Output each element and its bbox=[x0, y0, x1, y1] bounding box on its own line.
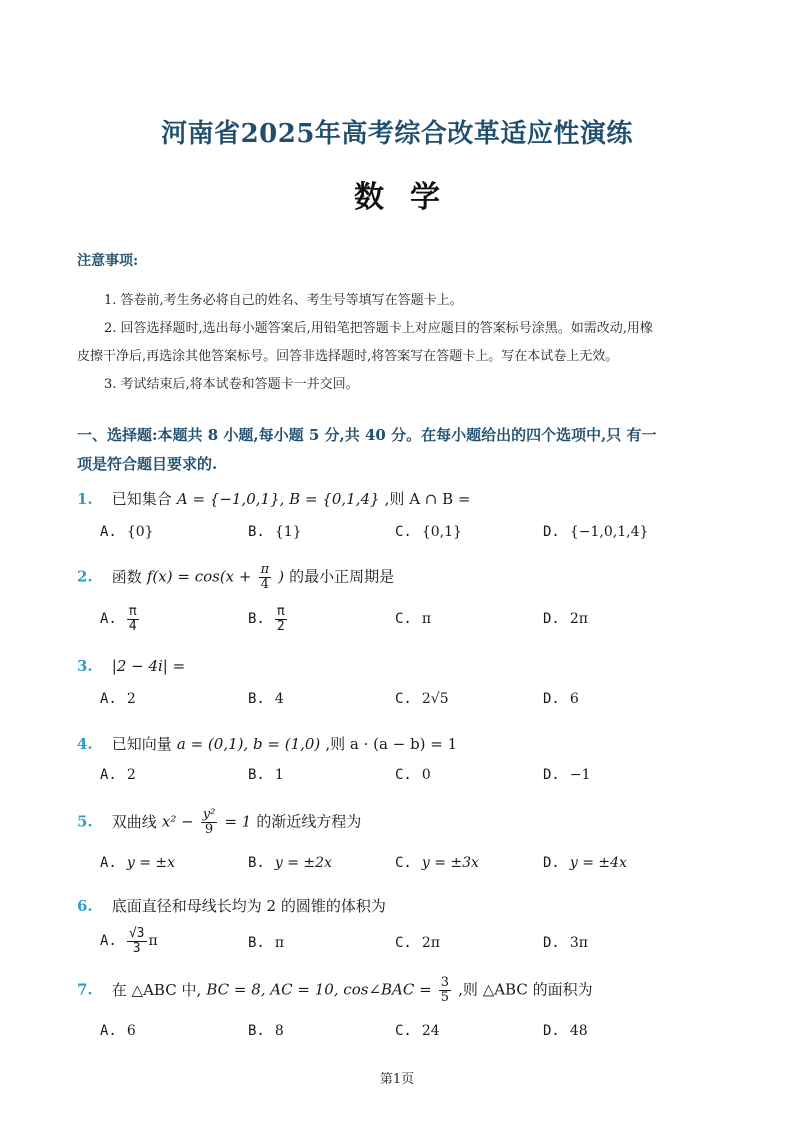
option-label: B. bbox=[248, 935, 265, 951]
question-number: 1. bbox=[77, 490, 93, 508]
question-number: 7. bbox=[77, 980, 93, 999]
question-math: A = {−1,0,1}, B = {0,1,4} bbox=[176, 490, 380, 508]
option-value: 2 bbox=[126, 691, 136, 707]
question-math: x² − bbox=[161, 812, 194, 831]
option-label: D. bbox=[543, 524, 560, 540]
question-text: 函数 bbox=[111, 567, 142, 586]
subject-title: 数学 bbox=[354, 180, 466, 215]
fraction-denominator: 3 bbox=[132, 940, 141, 956]
option-value: 8 bbox=[274, 1023, 284, 1039]
fraction bbox=[439, 976, 451, 1004]
option-label: C. bbox=[395, 611, 412, 627]
option-fraction bbox=[127, 605, 139, 633]
question-text-post: 的最小正周期是 bbox=[289, 567, 395, 586]
option-value: 6 bbox=[569, 691, 579, 707]
question-math-close: ) bbox=[278, 567, 285, 586]
note-item-1: 1. 答卷前,考生务必将自己的姓名、考生号等填写在答题卡上。 bbox=[104, 293, 463, 308]
fraction bbox=[259, 563, 272, 591]
option-value: 4 bbox=[274, 691, 284, 707]
option-label: C. bbox=[395, 935, 412, 951]
question-text-post: ,则 a · (a − b) = 1 bbox=[325, 735, 458, 753]
option-label: A. bbox=[100, 691, 117, 707]
question-math-rhs: = 1 bbox=[224, 812, 252, 831]
note-item-2: 2. 回答选择题时,选出每小题答案后,用铅笔把答题卡上对应题目的答案标号涂黑。如需改动,用橡 bbox=[104, 321, 653, 336]
option-c[interactable] bbox=[395, 855, 479, 871]
option-c[interactable] bbox=[395, 691, 449, 707]
option-value: y = ±2x bbox=[274, 855, 332, 871]
option-value: π bbox=[421, 611, 432, 627]
question-6 bbox=[77, 895, 386, 916]
option-b[interactable] bbox=[248, 1023, 284, 1039]
option-label: C. bbox=[395, 691, 412, 707]
question-text: 已知集合 bbox=[111, 490, 172, 508]
fraction bbox=[201, 808, 218, 836]
option-c[interactable] bbox=[395, 524, 462, 540]
fraction-numerator: √3 bbox=[128, 926, 145, 941]
option-label: B. bbox=[248, 691, 265, 707]
option-label: D. bbox=[543, 691, 560, 707]
option-value: y = ±3x bbox=[421, 855, 479, 871]
option-value: 0 bbox=[421, 767, 431, 783]
option-value: 2 bbox=[126, 767, 136, 783]
option-value: π bbox=[274, 935, 285, 951]
option-a[interactable] bbox=[100, 691, 136, 707]
option-fraction bbox=[275, 605, 287, 633]
option-value: y = ±x bbox=[126, 855, 176, 871]
fraction-numerator: π bbox=[260, 562, 270, 577]
option-value: 2π bbox=[421, 935, 440, 951]
option-b[interactable] bbox=[248, 605, 289, 633]
option-d[interactable] bbox=[543, 691, 579, 707]
option-label: B. bbox=[248, 855, 265, 871]
notes-title: 注意事项: bbox=[77, 253, 139, 269]
question-text: 双曲线 bbox=[111, 812, 157, 831]
fraction-denominator: 4 bbox=[260, 576, 269, 592]
option-label: A. bbox=[100, 524, 117, 540]
option-value: 1 bbox=[274, 767, 284, 783]
question-text-post: ,则 △ABC 的面积为 bbox=[458, 980, 593, 999]
option-b[interactable] bbox=[248, 767, 284, 783]
option-a[interactable] bbox=[100, 767, 136, 783]
option-value: {1} bbox=[274, 524, 302, 540]
question-number: 5. bbox=[77, 812, 93, 831]
option-value: {0} bbox=[126, 524, 154, 540]
option-value: {−1,0,1,4} bbox=[569, 524, 649, 540]
question-text: 底面直径和母线长均为 2 的圆锥的体积为 bbox=[111, 897, 386, 915]
option-label: B. bbox=[248, 767, 265, 783]
option-value: −1 bbox=[569, 767, 591, 783]
question-math: f(x) = cos(x + bbox=[146, 567, 252, 586]
option-label: C. bbox=[395, 767, 412, 783]
option-label: D. bbox=[543, 1023, 560, 1039]
option-c[interactable] bbox=[395, 767, 431, 783]
option-c[interactable] bbox=[395, 611, 431, 627]
question-3 bbox=[77, 656, 185, 675]
option-label: B. bbox=[248, 1023, 265, 1039]
option-d[interactable] bbox=[543, 767, 591, 783]
option-value: 3π bbox=[569, 935, 588, 951]
option-value: 2√5 bbox=[421, 691, 449, 707]
option-label: A. bbox=[100, 1023, 117, 1039]
fraction-denominator: 2 bbox=[276, 618, 285, 634]
page-title: 河南省2025年高考综合改革适应性演练 bbox=[161, 119, 633, 149]
option-value: 2π bbox=[569, 611, 588, 627]
section-heading-cont: 项是符合题目要求的. bbox=[77, 455, 218, 473]
question-text-post: ,则 A ∩ B = bbox=[384, 490, 471, 508]
fraction-denominator: 4 bbox=[128, 618, 137, 634]
option-value: y = ±4x bbox=[569, 855, 627, 871]
note-item-3: 3. 考试结束后,将本试卷和答题卡一并交回。 bbox=[104, 377, 359, 392]
option-label: C. bbox=[395, 524, 412, 540]
question-number: 3. bbox=[77, 657, 93, 675]
option-label: A. bbox=[100, 855, 117, 871]
option-label: A. bbox=[100, 933, 117, 950]
option-value: 48 bbox=[569, 1023, 588, 1039]
option-d[interactable] bbox=[543, 524, 648, 540]
option-label: D. bbox=[543, 855, 560, 871]
option-label: D. bbox=[543, 935, 560, 951]
option-label: D. bbox=[543, 767, 560, 783]
option-d[interactable] bbox=[543, 855, 627, 871]
option-b[interactable] bbox=[248, 855, 332, 871]
option-label: A. bbox=[100, 767, 117, 783]
option-label: A. bbox=[100, 611, 117, 628]
option-b[interactable] bbox=[248, 935, 284, 951]
question-5 bbox=[77, 808, 361, 836]
option-d[interactable] bbox=[543, 1023, 588, 1039]
option-a[interactable] bbox=[100, 855, 175, 871]
fraction-numerator: π bbox=[128, 604, 137, 619]
question-number: 4. bbox=[77, 735, 93, 753]
option-label: D. bbox=[543, 611, 560, 627]
note-item-2-cont: 皮擦干净后,再选涂其他答案标号。回答非选择题时,将答案写在答题卡上。写在本试卷上无效。 bbox=[77, 349, 619, 364]
fraction-denominator: 9 bbox=[204, 821, 214, 837]
option-label: B. bbox=[248, 524, 265, 540]
option-a[interactable] bbox=[100, 1023, 136, 1039]
question-text: 已知向量 bbox=[111, 735, 172, 753]
option-label: C. bbox=[395, 855, 412, 871]
fraction-numerator: 3 bbox=[440, 975, 450, 990]
option-value: {0,1} bbox=[421, 524, 462, 540]
question-math: |2 − 4i| = bbox=[111, 657, 186, 675]
question-4 bbox=[77, 733, 457, 754]
option-d[interactable] bbox=[543, 935, 588, 951]
option-b[interactable] bbox=[248, 691, 284, 707]
option-c[interactable] bbox=[395, 935, 440, 951]
option-suffix: π bbox=[148, 933, 158, 950]
fraction-numerator: π bbox=[276, 604, 285, 619]
question-math: BC = 8, AC = 10, cos∠BAC = bbox=[206, 980, 432, 999]
section-heading: 一、选择题:本题共 8 小题,每小题 5 分,共 40 分。在每小题给出的四个选项中,只 有一 bbox=[77, 426, 657, 444]
fraction-numerator: y² bbox=[202, 807, 216, 822]
option-label: B. bbox=[248, 611, 265, 628]
option-value: 6 bbox=[126, 1023, 136, 1039]
question-number: 2. bbox=[77, 567, 93, 586]
option-label: C. bbox=[395, 1023, 412, 1039]
question-text-post: 的渐近线方程为 bbox=[256, 812, 362, 831]
option-a[interactable] bbox=[100, 605, 141, 633]
option-a[interactable] bbox=[100, 927, 158, 955]
fraction-denominator: 5 bbox=[440, 989, 450, 1005]
option-value: 24 bbox=[421, 1023, 440, 1039]
option-b[interactable] bbox=[248, 524, 302, 540]
question-1 bbox=[77, 488, 471, 509]
question-7 bbox=[77, 976, 593, 1004]
question-2 bbox=[77, 563, 394, 591]
option-c[interactable] bbox=[395, 1023, 440, 1039]
option-a[interactable] bbox=[100, 524, 154, 540]
question-math: a = (0,1), b = (1,0) bbox=[176, 735, 321, 753]
question-text: 在 △ABC 中, bbox=[111, 980, 202, 999]
question-number: 6. bbox=[77, 897, 93, 915]
page-number: 第1页 bbox=[379, 1072, 415, 1087]
option-fraction bbox=[127, 927, 147, 955]
option-d[interactable] bbox=[543, 611, 588, 627]
